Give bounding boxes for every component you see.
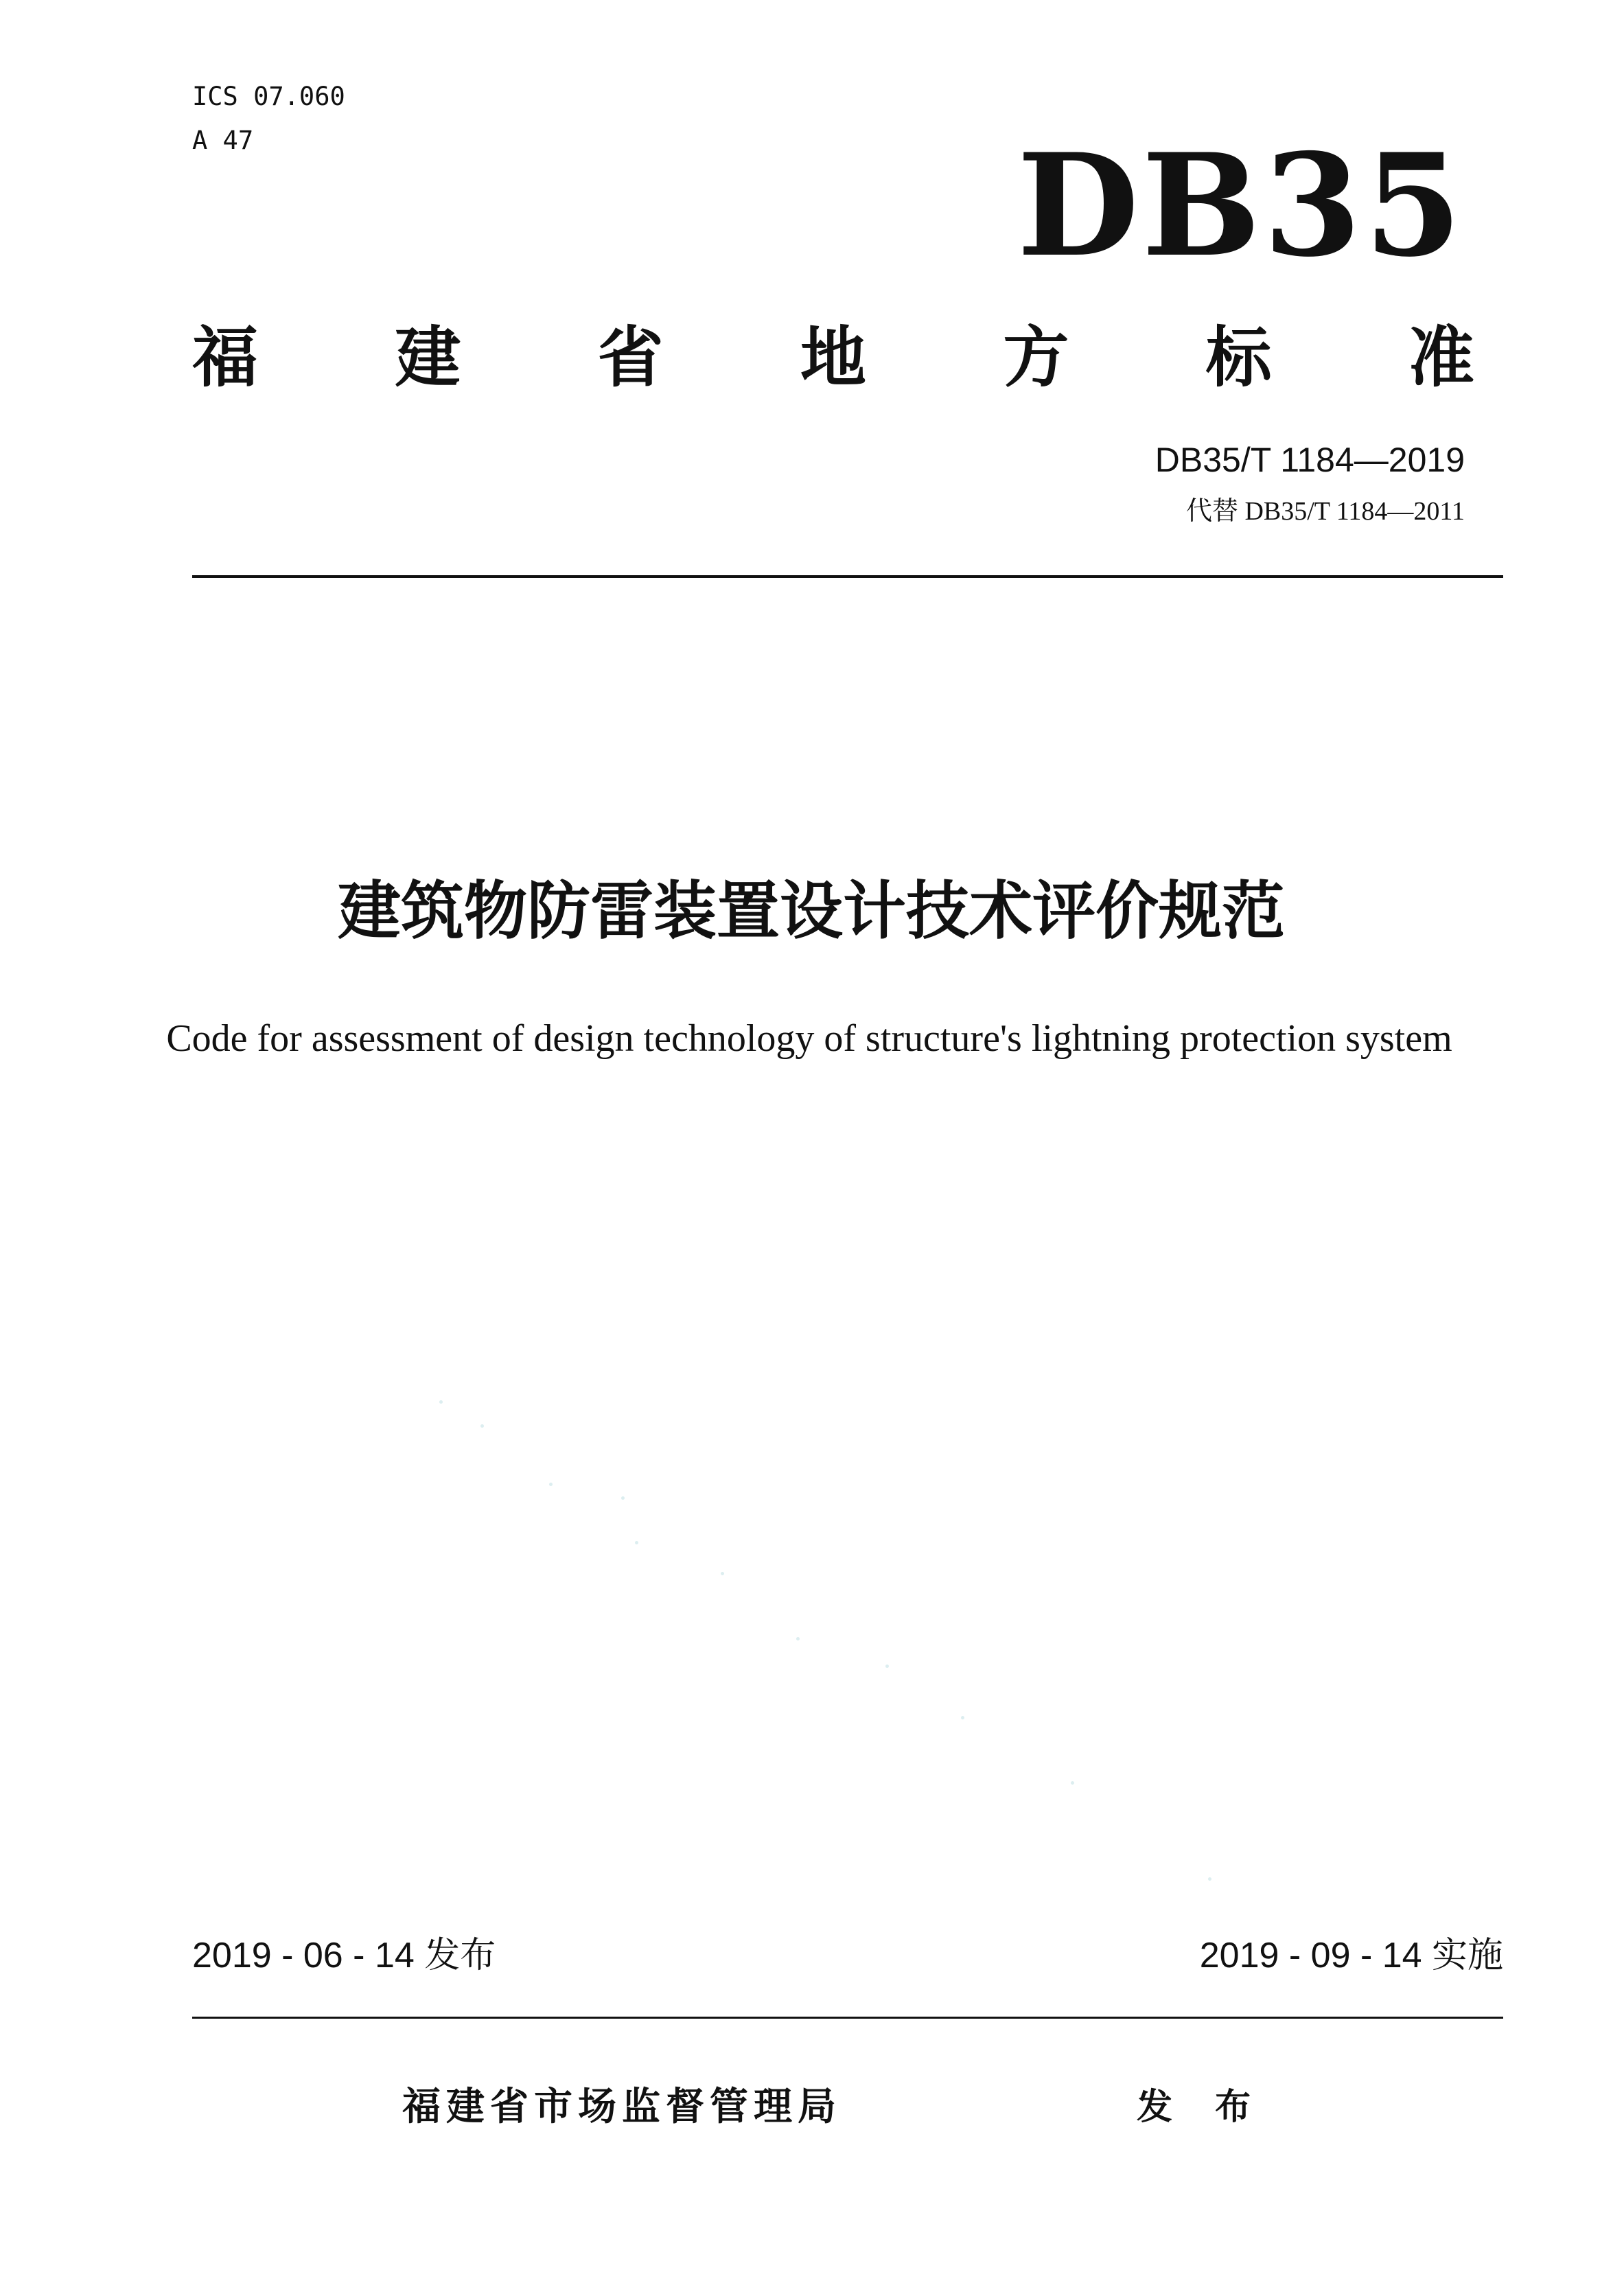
standard-type-char: 准 xyxy=(1408,318,1474,396)
replaces-standard: 代替 DB35/T 1184—2011 xyxy=(1185,497,1465,526)
implementation-date: 2019 - 09 - 14 实施 xyxy=(1199,1936,1503,1975)
classification-code: A 47 xyxy=(192,126,254,155)
standard-type-char: 省 xyxy=(597,318,664,396)
document-title-english: Code for assessment of design technology of structure's lightning protection system xyxy=(166,1017,1452,1060)
standard-number: DB35/T 1184—2019 xyxy=(1155,441,1465,479)
publisher-name: 福建省市场监督管理局 xyxy=(402,2085,842,2129)
issue-date: 2019 - 06 - 14 发布 xyxy=(192,1936,496,1975)
publish-label: 发 布 xyxy=(1137,2087,1266,2128)
standard-type-char: 建 xyxy=(395,318,461,396)
footer-divider xyxy=(192,2017,1503,2019)
standard-type-char: 方 xyxy=(1003,318,1069,396)
standard-type-char: 标 xyxy=(1205,318,1272,396)
ics-code: ICS 07.060 xyxy=(192,82,345,111)
header-divider xyxy=(192,575,1503,578)
standard-type-char: 福 xyxy=(192,318,258,396)
db-code-logo: DB35 xyxy=(1017,124,1465,288)
standard-type-char: 地 xyxy=(800,318,866,396)
standard-type-heading xyxy=(192,314,1474,396)
document-title-chinese: 建筑物防雷装置设计技术评价规范 xyxy=(337,874,1285,948)
